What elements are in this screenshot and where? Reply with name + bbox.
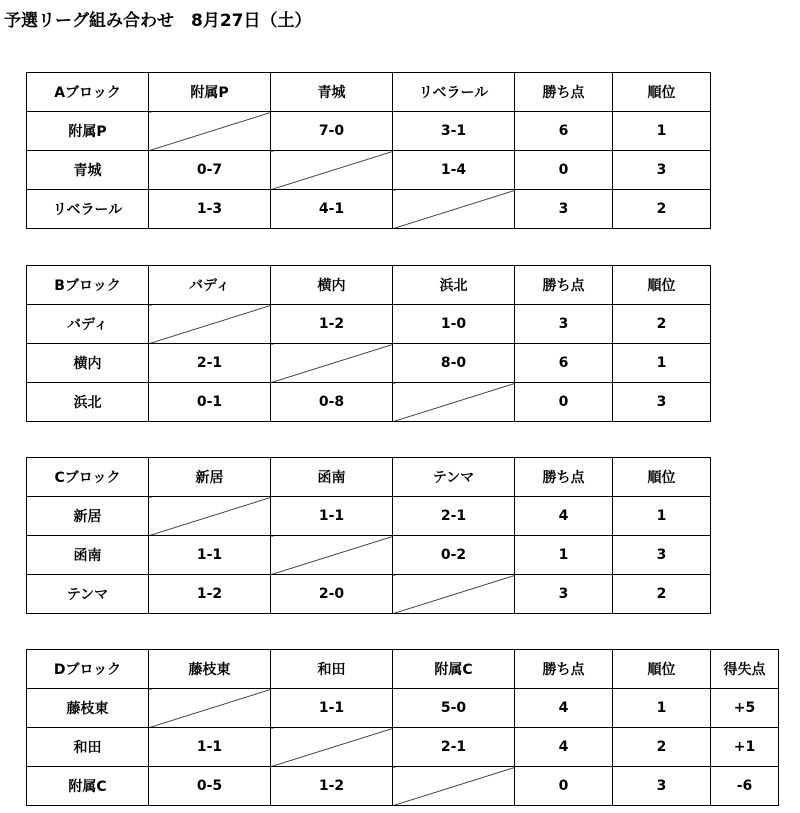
score-cell: 1-2 (271, 305, 393, 344)
header-row (27, 266, 711, 305)
column-points: 勝ち点 (515, 650, 613, 689)
score-cell: 2-0 (271, 575, 393, 614)
points-cell: 6 (515, 344, 613, 383)
team-name: 附属P (27, 112, 149, 151)
table-row (27, 151, 711, 190)
rank-cell: 1 (613, 344, 711, 383)
points-cell: 3 (515, 305, 613, 344)
column-team: テンマ (393, 458, 515, 497)
table-row (27, 112, 711, 151)
rank-cell: 1 (613, 497, 711, 536)
score-cell: 0-5 (149, 767, 271, 806)
rank-cell: 3 (613, 536, 711, 575)
points-cell: 3 (515, 575, 613, 614)
team-name: 浜北 (27, 383, 149, 422)
points-cell: 3 (515, 190, 613, 229)
block-a-table (26, 72, 711, 229)
score-cell: 2-1 (149, 344, 271, 383)
block-label: Bブロック (27, 266, 149, 305)
score-cell: 2-1 (393, 497, 515, 536)
self-match-cell (271, 151, 393, 190)
points-cell: 1 (515, 536, 613, 575)
self-match-cell (149, 112, 271, 151)
rank-cell: 2 (613, 305, 711, 344)
score-cell: 1-2 (271, 767, 393, 806)
table-row (27, 305, 711, 344)
rank-cell: 2 (613, 575, 711, 614)
rank-cell: 1 (613, 689, 711, 728)
column-rank: 順位 (613, 650, 711, 689)
self-match-cell (271, 728, 393, 767)
score-cell: 0-8 (271, 383, 393, 422)
block-label: Cブロック (27, 458, 149, 497)
self-match-cell (393, 767, 515, 806)
block-c-table (26, 457, 711, 614)
score-cell: 1-3 (149, 190, 271, 229)
column-team: 新居 (149, 458, 271, 497)
points-cell: 0 (515, 151, 613, 190)
column-team: バディ (149, 266, 271, 305)
score-cell: 7-0 (271, 112, 393, 151)
column-points: 勝ち点 (515, 458, 613, 497)
score-cell: 1-4 (393, 151, 515, 190)
self-match-cell (149, 497, 271, 536)
team-name: 和田 (27, 728, 149, 767)
team-name: リベラール (27, 190, 149, 229)
self-match-cell (149, 305, 271, 344)
self-match-cell (271, 536, 393, 575)
column-rank: 順位 (613, 458, 711, 497)
header-row (27, 650, 779, 689)
table-row (27, 536, 711, 575)
column-team: 附属C (393, 650, 515, 689)
score-cell: 0-1 (149, 383, 271, 422)
score-cell: 1-1 (271, 689, 393, 728)
self-match-cell (393, 575, 515, 614)
score-cell: 1-0 (393, 305, 515, 344)
block-label: Aブロック (27, 73, 149, 112)
score-cell: 4-1 (271, 190, 393, 229)
team-name: 藤枝東 (27, 689, 149, 728)
self-match-cell (393, 383, 515, 422)
column-team: 横内 (271, 266, 393, 305)
rank-cell: 3 (613, 383, 711, 422)
goal-diff-cell: +5 (711, 689, 779, 728)
goal-diff-cell: +1 (711, 728, 779, 767)
page-title: 予選リーグ組み合わせ 8月27日（土） (4, 11, 312, 31)
self-match-cell (271, 344, 393, 383)
team-name: 新居 (27, 497, 149, 536)
rank-cell: 2 (613, 190, 711, 229)
team-name: テンマ (27, 575, 149, 614)
score-cell: 3-1 (393, 112, 515, 151)
score-cell: 0-7 (149, 151, 271, 190)
column-team: 青城 (271, 73, 393, 112)
score-cell: 2-1 (393, 728, 515, 767)
block-d-table (26, 649, 779, 806)
score-cell: 1-2 (149, 575, 271, 614)
goal-diff-cell: -6 (711, 767, 779, 806)
points-cell: 6 (515, 112, 613, 151)
score-cell: 0-2 (393, 536, 515, 575)
points-cell: 0 (515, 383, 613, 422)
column-rank: 順位 (613, 73, 711, 112)
score-cell: 1-1 (149, 536, 271, 575)
table-row (27, 190, 711, 229)
column-points: 勝ち点 (515, 73, 613, 112)
team-name: 函南 (27, 536, 149, 575)
table-row (27, 344, 711, 383)
self-match-cell (393, 190, 515, 229)
score-cell: 5-0 (393, 689, 515, 728)
column-team: 函南 (271, 458, 393, 497)
team-name: 横内 (27, 344, 149, 383)
points-cell: 4 (515, 728, 613, 767)
column-team: 浜北 (393, 266, 515, 305)
block-label: Dブロック (27, 650, 149, 689)
column-team: 附属P (149, 73, 271, 112)
team-name: 附属C (27, 767, 149, 806)
header-row (27, 458, 711, 497)
block-b-table (26, 265, 711, 422)
table-row (27, 497, 711, 536)
header-row (27, 73, 711, 112)
table-row (27, 689, 779, 728)
rank-cell: 1 (613, 112, 711, 151)
column-points: 勝ち点 (515, 266, 613, 305)
table-row (27, 728, 779, 767)
column-team: 藤枝東 (149, 650, 271, 689)
score-cell: 1-1 (271, 497, 393, 536)
table-row (27, 767, 779, 806)
score-cell: 1-1 (149, 728, 271, 767)
column-rank: 順位 (613, 266, 711, 305)
rank-cell: 3 (613, 767, 711, 806)
rank-cell: 3 (613, 151, 711, 190)
column-team: 和田 (271, 650, 393, 689)
team-name: バディ (27, 305, 149, 344)
column-goal-diff: 得失点 (711, 650, 779, 689)
table-row (27, 383, 711, 422)
team-name: 青城 (27, 151, 149, 190)
rank-cell: 2 (613, 728, 711, 767)
self-match-cell (149, 689, 271, 728)
points-cell: 4 (515, 497, 613, 536)
column-team: リベラール (393, 73, 515, 112)
score-cell: 8-0 (393, 344, 515, 383)
points-cell: 4 (515, 689, 613, 728)
points-cell: 0 (515, 767, 613, 806)
table-row (27, 575, 711, 614)
